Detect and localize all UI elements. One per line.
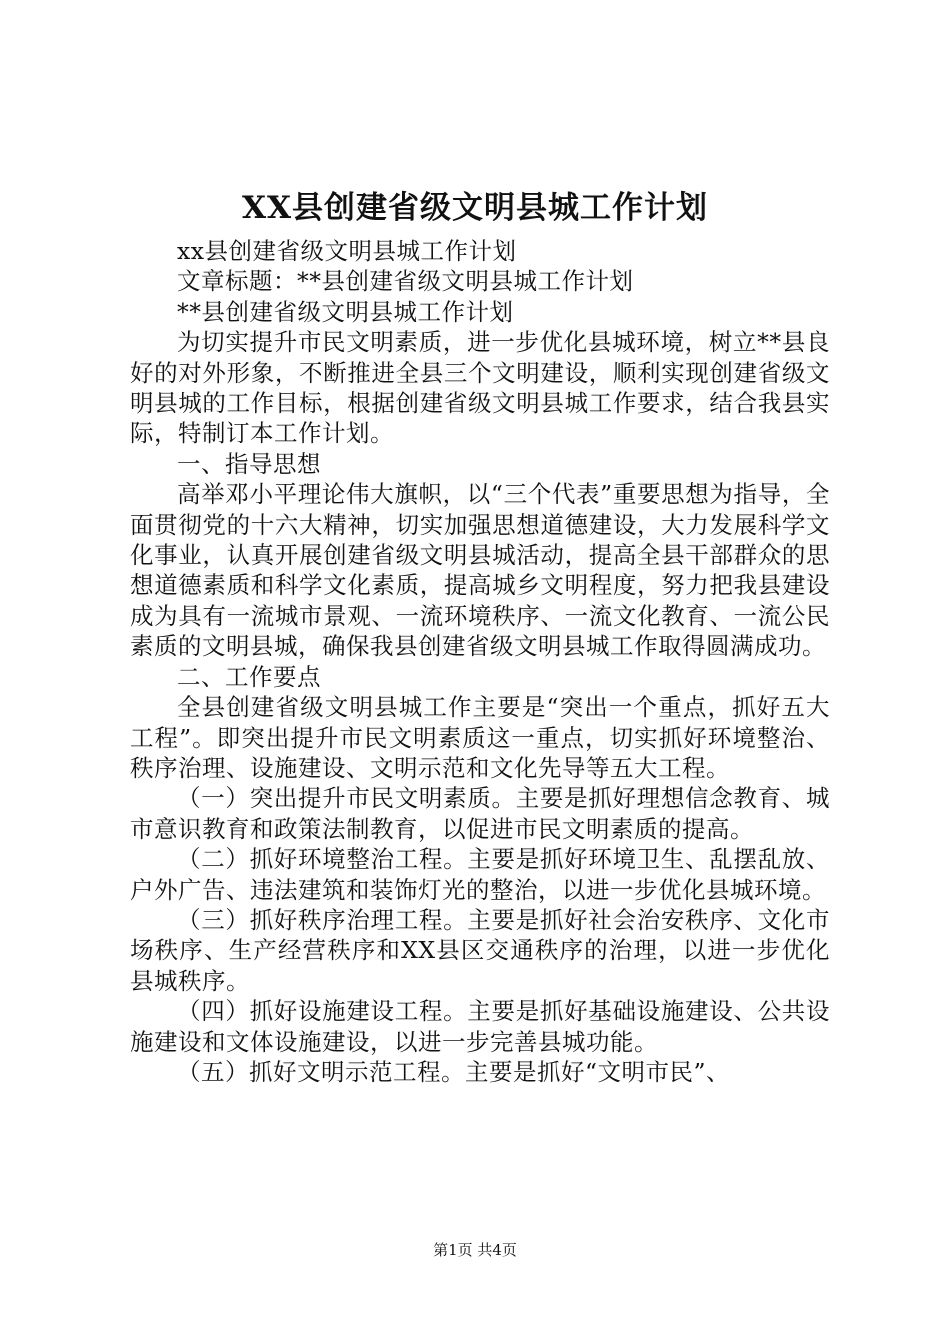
paragraph: （四）抓好设施建设工程。主要是抓好基础设施建设、公共设施建设和文体设施建设，以进一步完善县城功能。 [130,997,830,1056]
paragraph: xx县创建省级文明县城工作计划 [177,237,517,265]
document-body [130,236,830,1087]
paragraph: （五）抓好文明示范工程。主要是抓好“文明市民”、 [177,1057,731,1086]
paragraph: （三）抓好秩序治理工程。主要是抓好社会治安秩序、文化市场秩序、生产经营秩序和XX县区交通秩序的治理，以进一步优化县城秩序。 [130,905,830,995]
paragraph: （一）突出提升市民文明素质。主要是抓好理想信念教育、城市意识教育和政策法制教育，以促进市民文明素质的提高。 [130,784,830,843]
paragraph: **县创建省级文明县城工作计划 [177,297,514,326]
paragraph: （二）抓好环境整治工程。主要是抓好环境卫生、乱摆乱放、户外广告、违法建筑和装饰灯光的整治，以进一步优化县城环境。 [130,845,830,904]
page-footer: 第1页 共4页 [433,1241,517,1259]
paragraph: 为切实提升市民文明素质，进一步优化县城环境，树立**县良好的对外形象，不断推进全县三个文明建设，顺利实现创建省级文明县城的工作目标，根据创建省级文明县城工作要求，结合我县实际，特制订本工作计划。 [130,328,830,448]
paragraph: 文章标题：**县创建省级文明县城工作计划 [177,267,634,296]
paragraph: 全县创建省级文明县城工作主要是“突出一个重点，抓好五大工程”。即突出提升市民文明素质这一重点，切实抓好环境整治、秩序治理、设施建设、文明示范和文化先导等五大工程。 [130,693,830,782]
section-heading: 一、指导思想 [177,449,321,478]
document-title: XX县创建省级文明县城工作计划 [241,190,709,226]
paragraph: 高举邓小平理论伟大旗帜，以“三个代表”重要思想为指导，全面贯彻党的十六大精神，切实加强思想道德建设，大力发展科学文化事业，认真开展创建省级文明县城活动，提高全县干部群众的思想道德素质和科学文化素质，提高城乡文明程度，努力把我县建设成为具有一流城市景观、一流环境秩序、一流文化教育、一流公民素质的文明县城，确保我县创建省级文明县城工作取得圆满成功。 [130,480,830,661]
section-heading: 二、工作要点 [177,662,321,691]
